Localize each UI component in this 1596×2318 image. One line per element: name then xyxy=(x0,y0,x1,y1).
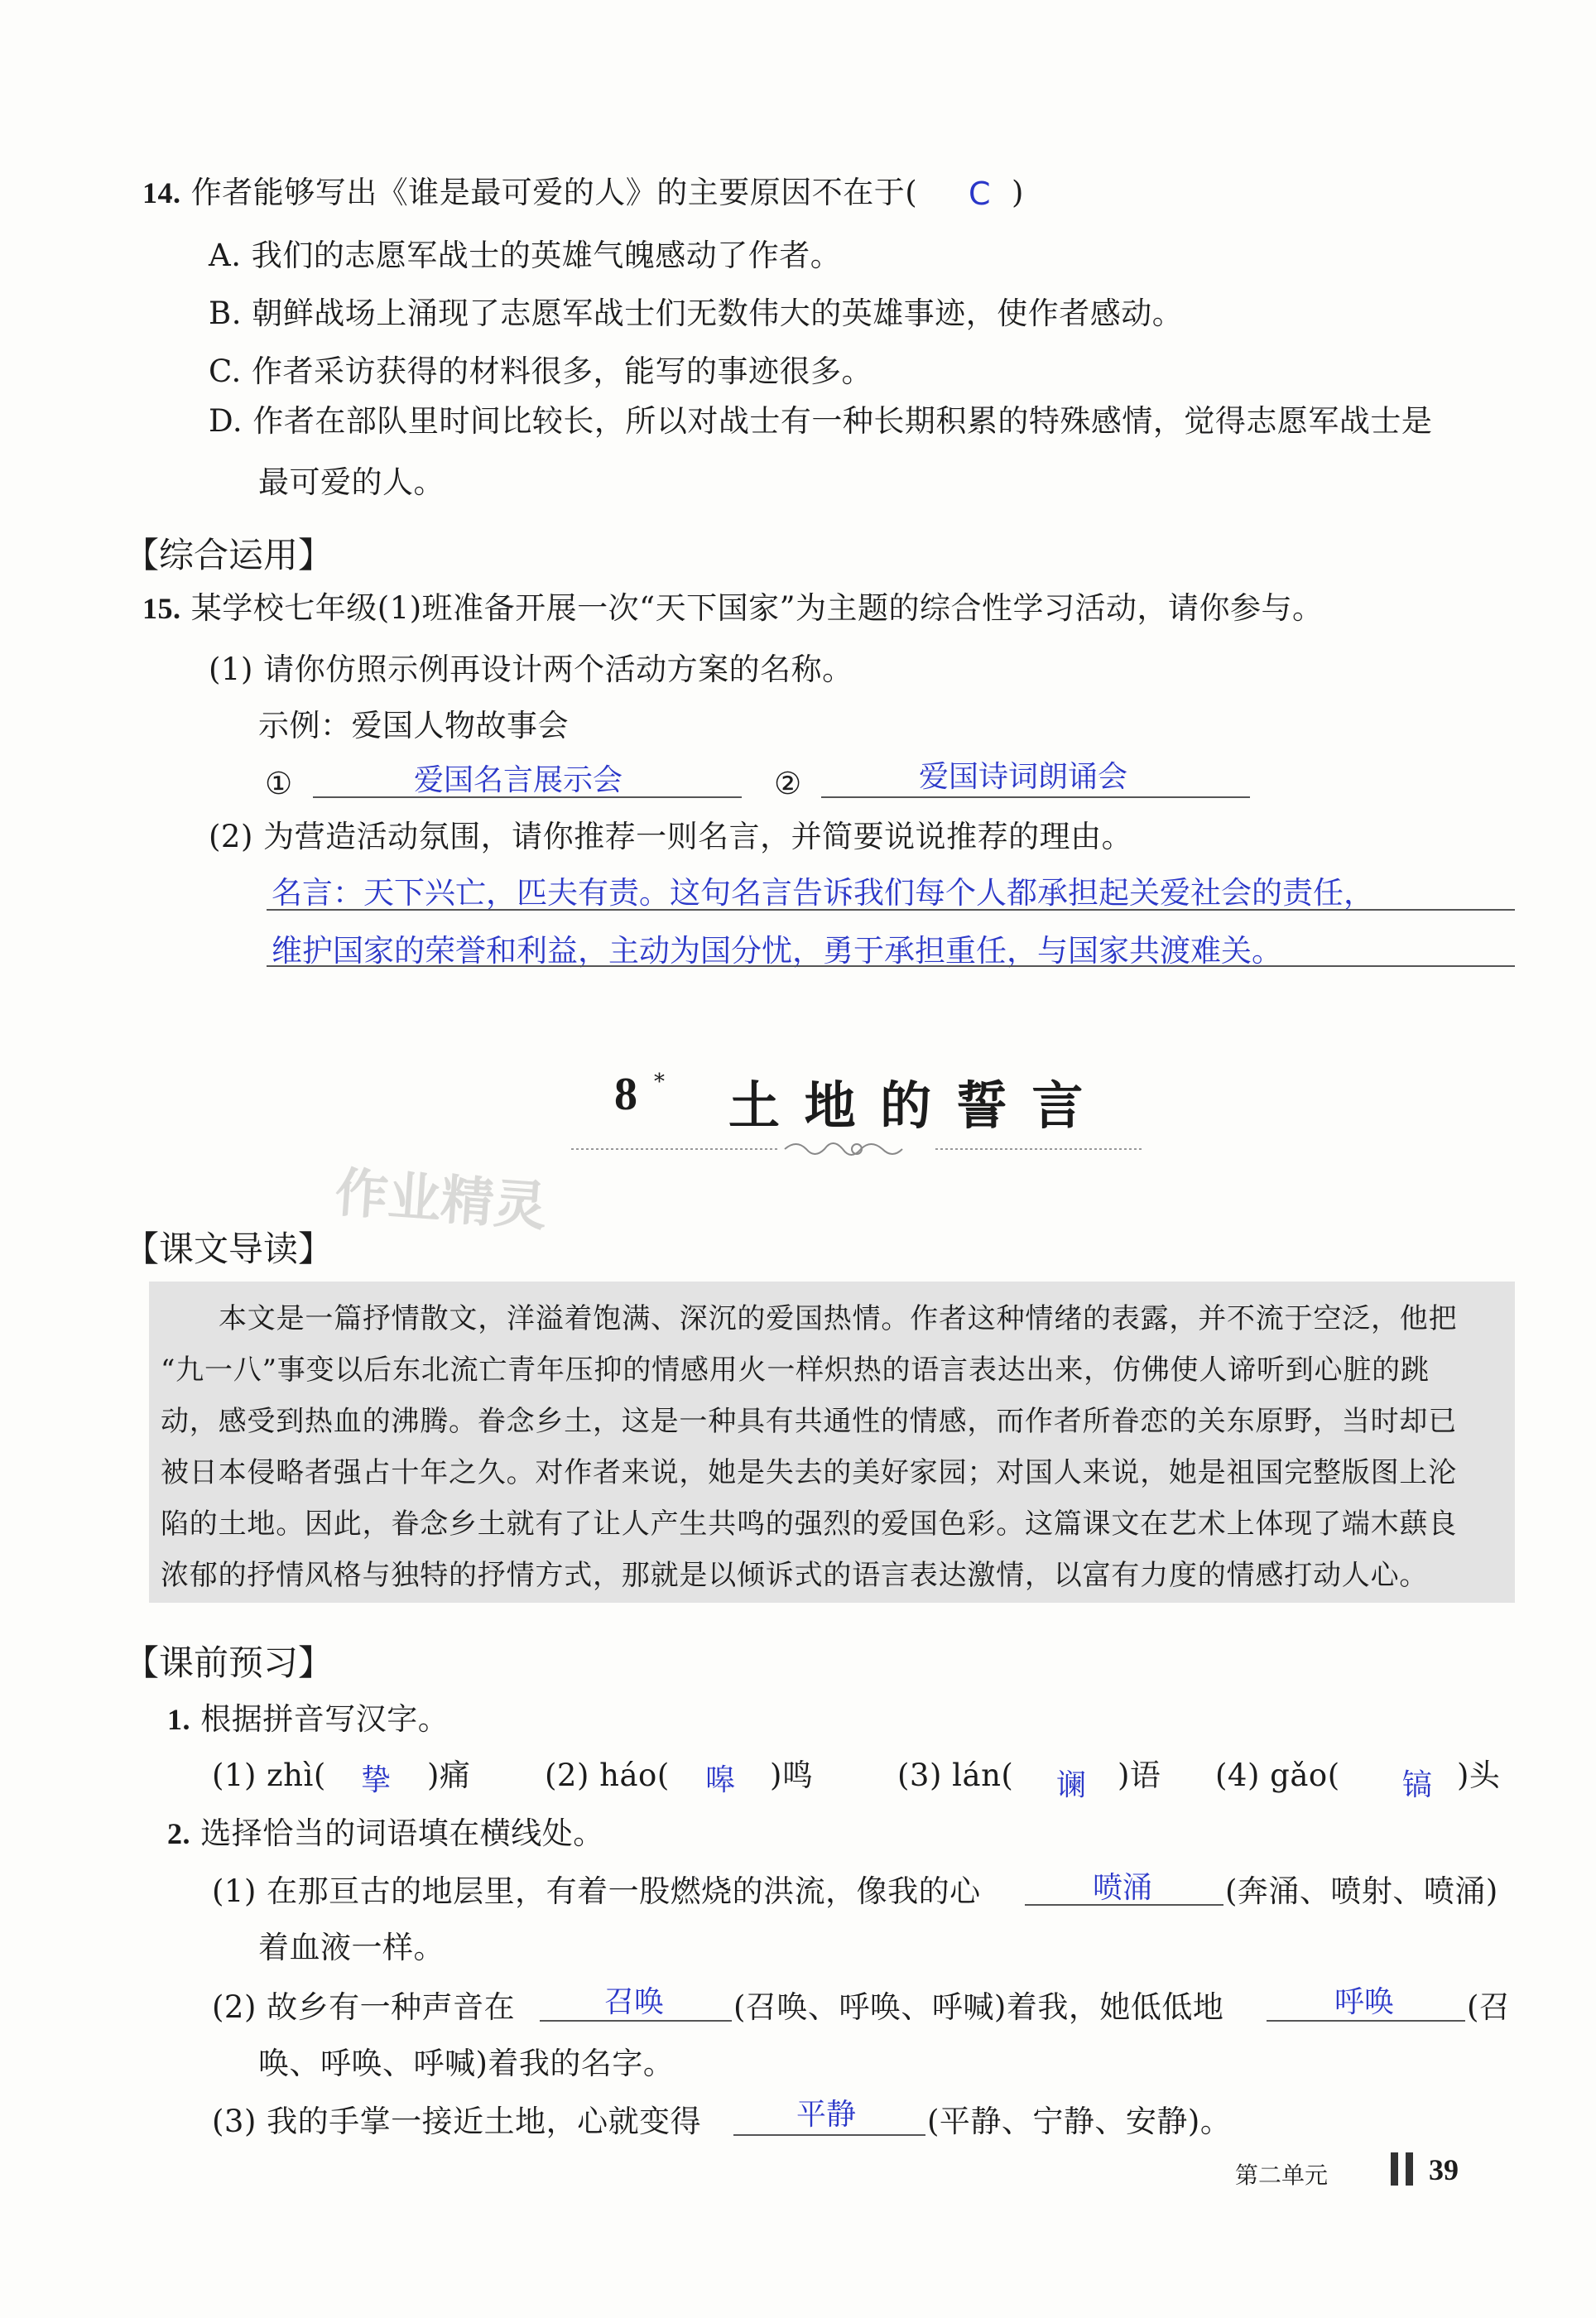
p1-item-1-post: )痛 xyxy=(427,1758,471,1793)
p1-item-3-answer: 谰 xyxy=(1056,1768,1087,1802)
footer-bar-2 xyxy=(1406,2152,1413,2186)
watermark-logo: 作业精灵 xyxy=(333,1162,549,1238)
q14-option-c: C. 作者采访获得的材料很多，能写的事迹很多。 xyxy=(209,353,873,389)
q14-close-paren: ) xyxy=(1012,175,1024,210)
footer-bar-1 xyxy=(1391,2152,1398,2186)
p1-number: 1. xyxy=(167,1703,190,1736)
p2-s2-answer-2: 呼唤 xyxy=(1334,1985,1395,2019)
p2-s3-answer: 平静 xyxy=(796,2098,857,2132)
q15-mark-2: ② xyxy=(774,766,802,801)
p1-item-1-answer: 挚 xyxy=(361,1763,392,1797)
lesson-star: * xyxy=(654,1070,665,1094)
p1-item-4-answer: 镐 xyxy=(1402,1768,1433,1802)
q14-stem-text: 作者能够写出《谁是最可爱的人》的主要原因不在于( xyxy=(190,175,918,210)
q14-option-d: D. 作者在部队里时间比较长，所以对战士有一种长期积累的特殊感情，觉得志愿军战士是 xyxy=(209,403,1433,439)
q14-answer: C xyxy=(969,176,991,212)
p1-item-3-pre: (3) lán( xyxy=(897,1758,1014,1793)
title-ornament-divider xyxy=(571,1136,1142,1166)
footer-page-number: 39 xyxy=(1429,2153,1459,2186)
footer-unit-label: 第二单元 xyxy=(1235,2162,1329,2189)
q14-option-d-cont: 最可爱的人。 xyxy=(258,464,445,500)
q15-answer-1: 爱国名言展示会 xyxy=(414,763,623,797)
p2-s2-pre: (2) 故乡有一种声音在 xyxy=(212,1989,516,2025)
section-heading-yuxi: 【课前预习】 xyxy=(124,1642,334,1683)
p1-item-2-pre: (2) háo( xyxy=(545,1758,670,1793)
q15-sub2: (2) 为营造活动氛围，请你推荐一则名言，并简要说说推荐的理由。 xyxy=(209,819,1133,854)
reading-line-3: 动，感受到热血的沸腾。眷念乡土，这是一种具有共通性的情感，而作者所眷恋的关东原野，当时却已 xyxy=(161,1405,1457,1438)
p2-s1-cont: 着血液一样。 xyxy=(258,1930,445,1965)
q14-number: 14. xyxy=(142,176,181,209)
q14-option-b: B. 朝鲜战场上涌现了志愿军战士们无数伟大的英雄事迹，使作者感动。 xyxy=(209,296,1184,331)
section-heading-daodu: 【课文导读】 xyxy=(124,1229,334,1269)
p2-s3-post: (平静、宁静、安静)。 xyxy=(927,2104,1232,2139)
p2-s1-post: (奔涌、喷射、喷涌) xyxy=(1225,1873,1498,1909)
p2-s2-cont: 唤、呼唤、呼喊)着我的名字。 xyxy=(258,2046,675,2081)
q15-rule-2 xyxy=(267,965,1515,967)
p2-s1-answer: 喷涌 xyxy=(1093,1871,1153,1905)
p1-item-2-answer: 嗥 xyxy=(705,1763,736,1797)
q15-example: 示例：爱国人物故事会 xyxy=(258,708,569,743)
q15-answer-line-2: 维护国家的荣誉和利益，主动为国分忧，勇于承担重任，与国家共渡难关。 xyxy=(272,933,1282,969)
p1-item-4-pre: (4) gǎo( xyxy=(1215,1758,1340,1793)
q15-number: 15. xyxy=(142,592,181,625)
p1-item-1-pre: (1) zhì( xyxy=(212,1758,326,1793)
reading-line-6: 浓郁的抒情风格与独特的抒情方式，那就是以倾诉式的语言表达激情，以富有力度的情感打动人心。 xyxy=(161,1559,1429,1592)
p1-item-4-post: )头 xyxy=(1457,1758,1501,1793)
reading-line-5: 陷的土地。因此，眷念乡土就有了让人产生共鸣的强烈的爱国色彩。这篇课文在艺术上体现了端木蕻良 xyxy=(161,1508,1457,1541)
reading-line-4: 被日本侵略者强占十年之久。对作者来说，她是失去的美好家园；对国人来说，她是祖国完整版图上沦 xyxy=(161,1456,1457,1489)
p2-s2-post: (召 xyxy=(1467,1989,1511,2025)
q15-rule-1 xyxy=(267,909,1515,911)
q15-blank-2 xyxy=(821,796,1250,798)
lesson-title: 土 地 的 誓 言 xyxy=(728,1075,1087,1136)
reading-guide-box xyxy=(149,1282,1515,1603)
q15-answer-2: 爱国诗词朗诵会 xyxy=(919,760,1128,794)
p1-item-3-post: )语 xyxy=(1118,1758,1161,1793)
q15-answer-line-1: 名言：天下兴亡，匹夫有责。这句名言告诉我们每个人都承担起关爱社会的责任， xyxy=(272,875,1374,911)
p2-s2-answer-1: 召唤 xyxy=(604,1985,665,2019)
p2-s2-mid: (召唤、呼唤、呼喊)着我，她低低地 xyxy=(733,1989,1224,2025)
p2-s3-pre: (3) 我的手掌一接近土地，心就变得 xyxy=(212,2104,702,2139)
p1-stem xyxy=(167,1701,449,1737)
q15-sub1: (1) 请你仿照示例再设计两个活动方案的名称。 xyxy=(209,652,853,687)
q15-stem xyxy=(142,590,1324,626)
p2-stem xyxy=(167,1815,604,1851)
p2-stem-text: 选择恰当的词语填在横线处。 xyxy=(200,1815,604,1851)
section-heading-zonghe: 【综合运用】 xyxy=(124,535,334,575)
q14-stem xyxy=(142,177,917,208)
p1-stem-text: 根据拼音写汉字。 xyxy=(200,1701,449,1737)
q15-stem-text: 某学校七年级(1)班准备开展一次“天下国家”为主题的综合性学习活动，请你参与。 xyxy=(190,590,1324,626)
reading-line-1: 本文是一篇抒情散文，洋溢着饱满、深沉的爱国热情。作者这种情绪的表露，并不流于空泛，他把 xyxy=(219,1302,1458,1335)
q14-option-a: A. 我们的志愿军战士的英雄气魄感动了作者。 xyxy=(209,238,842,273)
p2-s1-pre: (1) 在那亘古的地层里，有着一股燃烧的洪流，像我的心 xyxy=(212,1873,981,1909)
p1-item-2-post: )鸣 xyxy=(770,1758,814,1793)
p2-number: 2. xyxy=(167,1817,190,1850)
p2-s3-blank xyxy=(733,2134,925,2136)
reading-line-2: “九一八”事变以后东北流亡青年压抑的情感用火一样炽热的语言表达出来，仿佛使人谛听到心脏的跳 xyxy=(161,1354,1430,1387)
lesson-number: 8 xyxy=(614,1069,637,1120)
q15-mark-1: ① xyxy=(265,766,293,801)
